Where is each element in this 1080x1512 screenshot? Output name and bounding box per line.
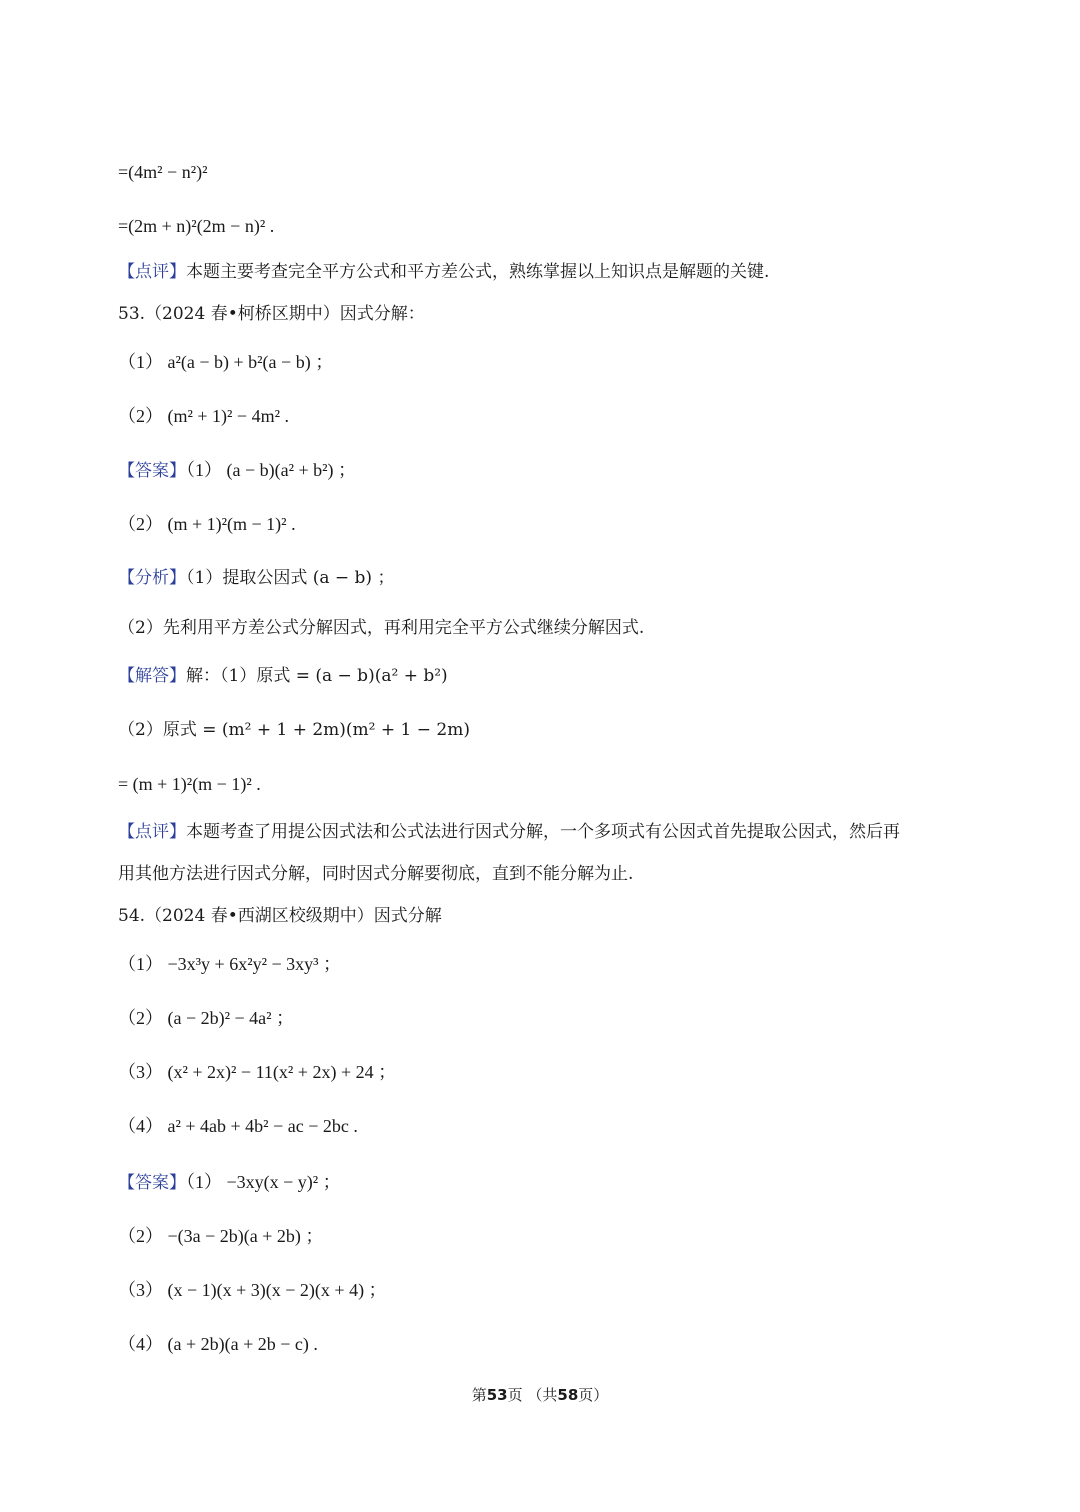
comment-line	[118, 260, 769, 284]
solution-tag: 【解答】	[118, 666, 186, 686]
comment-53-line-1	[118, 820, 900, 844]
answer-tag: 【答案】	[118, 1173, 186, 1193]
question-54-part-1: （1） −3x³y + 6x²y² − 3xy³ ；	[118, 954, 342, 974]
footer-page-number: 53	[486, 1386, 508, 1404]
question-54-part-2: （2） (a − 2b)² − 4a² ；	[118, 1008, 295, 1028]
question-53-part-1: （1） a²(a − b) + b²(a − b) ；	[118, 352, 334, 372]
footer-mid: 页 （共	[507, 1386, 558, 1404]
question-53-part-2: （2） (m² + 1)² − 4m² .	[118, 406, 289, 426]
answer-53-line-2: （2） (m + 1)²(m − 1)² .	[118, 514, 296, 534]
footer-suffix: 页）	[578, 1386, 609, 1404]
footer-prefix: 第	[471, 1386, 487, 1404]
comment-53-line-2: 用其他方法进行因式分解，同时因式分解要彻底，直到不能分解为止.	[118, 864, 634, 884]
question-54-title: 54.（2024 春•西湖区校级期中）因式分解	[118, 906, 442, 926]
question-54-part-3: （3） (x² + 2x)² − 11(x² + 2x) + 24 ；	[118, 1062, 397, 1082]
comment-text: 本题主要考查完全平方公式和平方差公式，熟练掌握以上知识点是解题的关键.	[186, 262, 770, 282]
solution-53-line-3: = (m + 1)²(m − 1)² .	[118, 774, 261, 794]
solution-line: =(2m + n)²(2m − n)² .	[118, 216, 275, 236]
answer-54-line-4: （4） (a + 2b)(a + 2b − c) .	[118, 1334, 318, 1354]
question-54-part-4: （4） a² + 4ab + 4b² − ac − 2bc .	[118, 1116, 358, 1136]
analysis-tag: 【分析】	[118, 568, 186, 588]
comment-text: 本题考查了用提公因式法和公式法进行因式分解，一个多项式有公因式首先提取公因式，然后再	[186, 822, 900, 842]
footer-total-pages: 58	[557, 1386, 579, 1404]
analysis-text: （1）提取公因式 (a − b) ；	[186, 568, 395, 588]
analysis-53-line-2: （2）先利用平方差公式分解因式，再利用完全平方公式继续分解因式.	[118, 618, 645, 638]
answer-54-line-1	[118, 1170, 341, 1195]
answer-53-line-1	[118, 458, 356, 483]
solution-line: =(4m² − n²)²	[118, 162, 208, 182]
solution-text: 解：（1）原式 = (a − b)(a² + b²)	[186, 666, 448, 686]
comment-tag: 【点评】	[118, 822, 186, 842]
page-footer	[0, 1384, 1080, 1405]
answer-text: （1） −3xy(x − y)² ；	[186, 1172, 341, 1192]
solution-53-line-1	[118, 664, 448, 688]
solution-53-line-2: （2）原式 = (m² + 1 + 2m)(m² + 1 − 2m)	[118, 720, 470, 740]
question-53-title: 53.（2024 春•柯桥区期中）因式分解：	[118, 304, 425, 324]
answer-tag: 【答案】	[118, 461, 186, 481]
answer-text: （1） (a − b)(a² + b²) ；	[186, 460, 357, 480]
analysis-53-line-1	[118, 566, 394, 590]
answer-54-line-3: （3） (x − 1)(x + 3)(x − 2)(x + 4) ；	[118, 1280, 387, 1300]
answer-54-line-2: （2） −(3a − 2b)(a + 2b) ；	[118, 1226, 324, 1246]
comment-tag: 【点评】	[118, 262, 186, 282]
